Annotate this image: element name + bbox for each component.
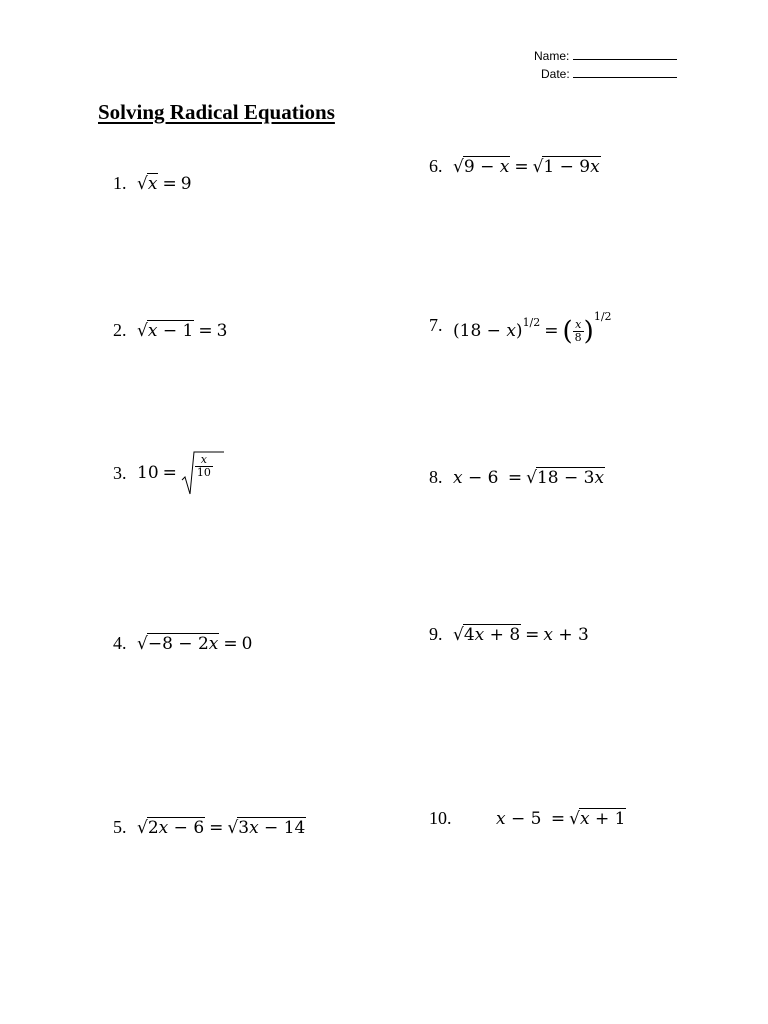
equation: x − 6 = √18 − 3x [453,468,605,488]
problem-number: 2. [113,320,127,340]
equation: √x − 1 = 3 [137,321,228,341]
equation: 10 = $\frac{x}{10}$ [137,463,225,483]
equation: √−8 − 2x = 0 [137,634,253,654]
name-line[interactable] [573,47,677,60]
problem-number: 8. [429,467,443,487]
worksheet-title: Solving Radical Equations [98,100,335,124]
problem-number: 10. [429,808,452,828]
problem-number: 1. [113,173,127,193]
problem-5 [113,816,306,839]
equation: √x = 9 [137,174,192,194]
date-label: Date: [541,67,570,81]
problem-9 [429,623,589,646]
equation: √4x + 8 = x + 3 [453,625,589,645]
problem-number: 4. [113,633,127,653]
problem-4 [113,632,252,655]
equation: √9 − x = √1 − 9x [453,157,600,177]
problem-8 [429,466,605,489]
problem-number: 5. [113,817,127,837]
problem-7 [429,306,612,347]
equation: $(18 - x)^{1/2}$ = ( $\frac{x}{8}$ )$^{1/2}$ [453,310,612,347]
equation: x − 5 = √x + 1 [496,809,626,829]
problem-number: 3. [113,463,127,483]
problem-2 [113,319,227,342]
problem-number: 9. [429,624,443,644]
problem-10 [429,807,626,830]
equation: √2x − 6 = √3x − 14 [137,818,306,838]
problem-3 [113,450,225,496]
problem-1 [113,172,192,195]
problem-number: 6. [429,156,443,176]
date-line[interactable] [573,65,677,78]
date-field[interactable] [541,65,677,81]
problem-number: 7. [429,315,443,335]
name-field[interactable] [534,47,677,63]
name-label: Name: [534,49,570,63]
problem-6 [429,155,601,178]
